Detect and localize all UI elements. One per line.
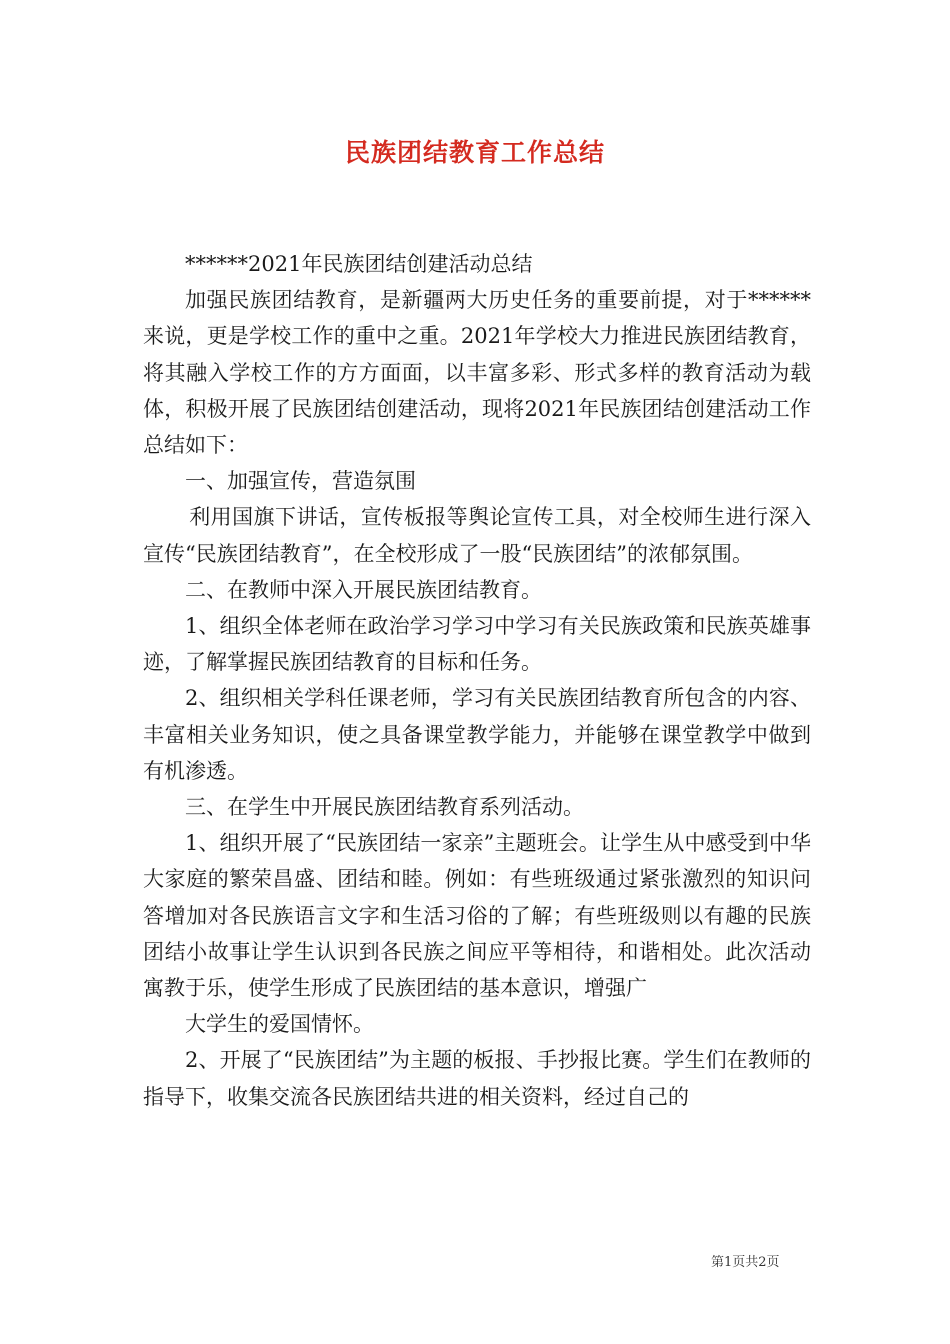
- paragraph-student-item-1-cont: 大学生的爱国情怀。: [185, 1012, 374, 1037]
- section-heading-2: 二、在教师中深入开展民族团结教育。: [185, 577, 542, 602]
- section-heading-1: 一、加强宣传，营造氛围: [185, 469, 416, 494]
- page-title: 民族团结教育工作总结: [344, 138, 605, 167]
- paragraph-intro: 加强民族团结教育，是新疆两大历史任务的重要前提，对于******来说，更是学校工作的重中之重。2021年学校大力推进民族团结教育，将其融入学校工作的方方面面，以丰富多彩、形式多样的教育活动为载体，积极开展了民族团结创建活动，现将2021年民族团结创建活动工作总结如下：: [143, 288, 811, 458]
- paragraph-student-item-2: 2、开展了“民族团结”为主题的板报、手抄报比赛。学生们在教师的指导下，收集交流各民族团结共进的相关资料，经过自己的: [143, 1048, 811, 1109]
- paragraph-publicity: 利用国旗下讲话，宣传板报等舆论宣传工具，对全校师生进行深入宣传“民族团结教育”，在全校形成了一股“民族团结”的浓郁氛围。: [143, 505, 811, 566]
- paragraph-student-item-1: 1、组织开展了“民族团结一家亲”主题班会。让学生从中感受到中华大家庭的繁荣昌盛、团结和睦。例如：有些班级通过紧张激烈的知识问答增加对各民族语言文字和生活习俗的了解；有些班级则以有趣的民族团结小故事让学生认识到各民族之间应平等相待，和谐相处。此次活动寓教于乐，使学生形成了民族团结的基本意识，增强广: [143, 831, 811, 1001]
- section-heading-3: 三、在学生中开展民族团结教育系列活动。: [185, 795, 584, 820]
- paragraph-subtitle: ******2021年民族团结创建活动总结: [185, 252, 533, 276]
- document-body: [143, 246, 811, 1115]
- paragraph-teacher-item-2: 2、组织相关学科任课老师，学习有关民族团结教育所包含的内容、丰富相关业务知识，使之具备课堂教学能力，并能够在课堂教学中做到有机渗透。: [143, 686, 811, 783]
- page-number: 第1页共2页: [711, 1255, 780, 1270]
- paragraph-teacher-item-1: 1、组织全体老师在政治学习学习中学习有关民族政策和民族英雄事迹，了解掌握民族团结教育的目标和任务。: [143, 614, 811, 675]
